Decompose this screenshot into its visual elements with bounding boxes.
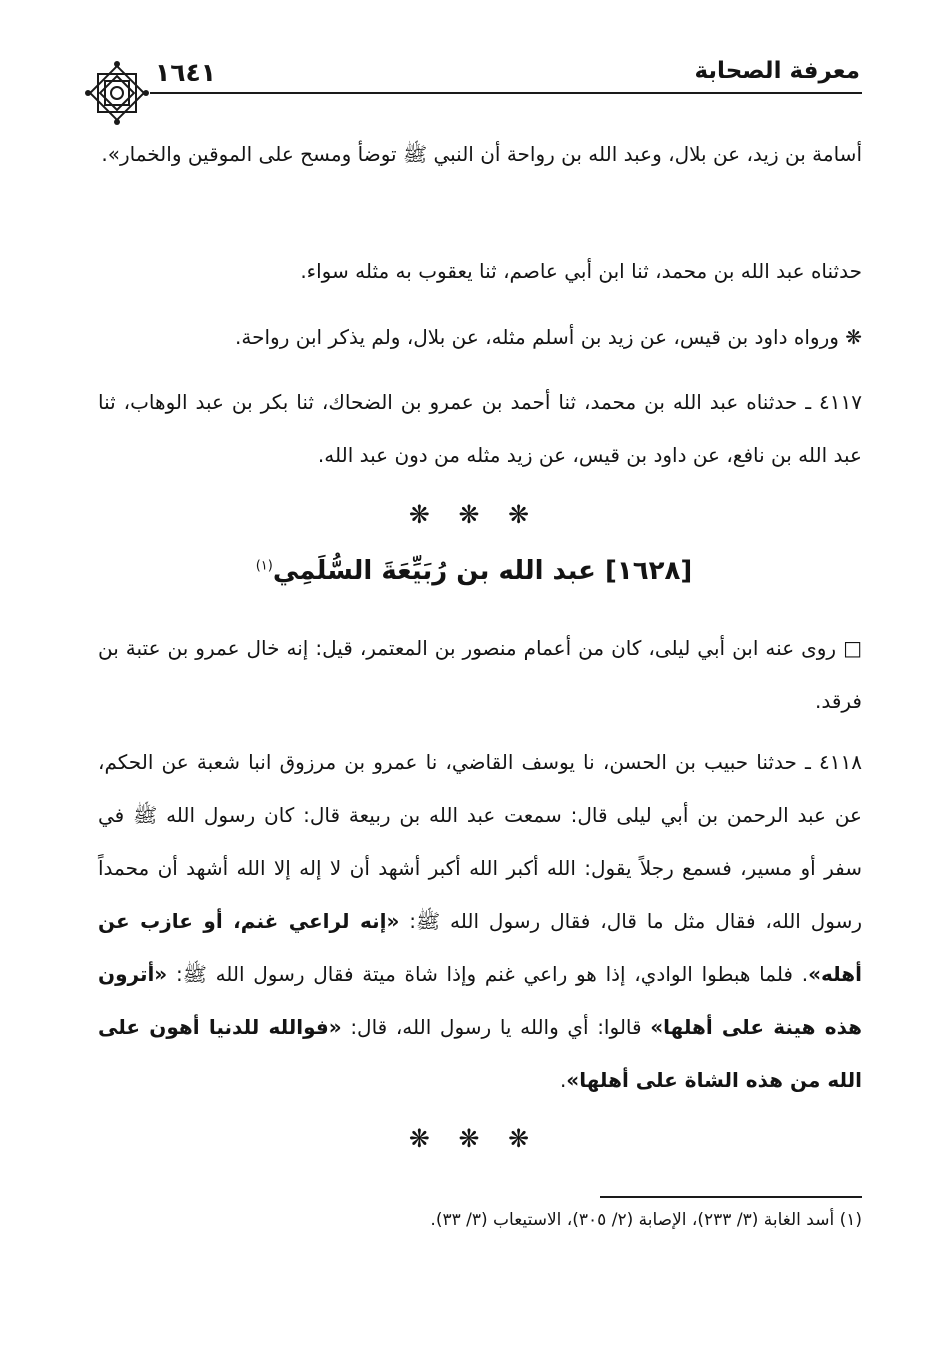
- hadith-4118: [98, 736, 862, 1107]
- companion-name: عبد الله بن رُبَيِّعَةَ السُّلَمِي: [272, 556, 596, 586]
- hadith-text-part: .: [559, 1068, 567, 1092]
- hadith-text-part: ٤١١٨ ـ حدثنا حبيب بن الحسن، نا يوسف القاضي، نا عمرو بن مرزوق انبا شعبة عن الحكم، عن عبد الرحمن بن أبي ليلى قال: سمعت عبد الله بن ربيعة قال: كان رسول الله ﷺ في سفر أو مسير، فسمع رجلاً يقول: الله أكبر الله أكبر أشهد أن لا إله إلا الله أشهد أن محمداً رسول الله، فقال مثل ما قال، فقال رسول الله ﷺ:: [98, 750, 862, 933]
- paragraph-chain: حدثناه عبد الله بن محمد، ثنا ابن أبي عاصم، ثنا يعقوب به مثله سواء.: [300, 259, 862, 283]
- hadith-text-part: . فلما هبطوا الوادي، إذا هو راعي غنم وإذا شاة ميتة فقال رسول الله ﷺ:: [175, 962, 809, 986]
- footnote: (١) أسد الغابة (٣/ ٢٣٣)، الإصابة (٢/ ٣٠٥)، الاستيعاب (٣/ ٣٣).: [430, 1210, 862, 1230]
- header-rule: [150, 92, 862, 94]
- prophet-quote: «فوالله للدنيا أهون على الله من هذه الشاة على أهلها»: [98, 1015, 862, 1092]
- separator-stars: ❋ ❋ ❋: [408, 500, 540, 529]
- paragraph-variant: ❋ ورواه داود بن قيس، عن زيد بن أسلم مثله، عن بلال، ولم يذكر ابن رواحة.: [235, 325, 862, 349]
- footnote-mark: (١): [255, 558, 273, 574]
- prophet-quote: «إنه لراعي غنم، أو عازب عن أهله»: [98, 909, 863, 986]
- paragraph-continuation: أسامة بن زيد، عن بلال، وعبد الله بن رواحة أن النبي ﷺ توضأ ومسح على الموقين والخمار».: [101, 142, 862, 166]
- footnote-rule: [600, 1196, 862, 1198]
- prophet-quote: «أترون هذه هينة على أهلها»: [98, 962, 862, 1039]
- page-number: ١٦٤١: [155, 58, 217, 87]
- hadith-4117: ٤١١٧ ـ حدثناه عبد الله بن محمد، ثنا أحمد بن عمرو بن الضحاك، ثنا بكر بن عبد الوهاب، ثنا عبد الله بن نافع، عن داود بن قيس، عن زيد مثله من دون عبد الله.: [98, 390, 862, 467]
- section-number: [١٦٢٨]: [605, 556, 693, 586]
- separator-stars: ❋ ❋ ❋: [408, 1124, 540, 1153]
- companion-bio: □ روى عنه ابن أبي ليلى، كان من أعمام منصور بن المعتمر، قيل: إنه خال عمرو بن عتبة بن فرقد.: [98, 636, 862, 713]
- section-heading: [0, 556, 948, 586]
- running-title: معرفة الصحابة: [694, 58, 860, 84]
- hadith-text-part: قالوا: أي والله يا رسول الله، قال:: [350, 1015, 651, 1039]
- octagonal-star-ornament-icon: [84, 60, 150, 126]
